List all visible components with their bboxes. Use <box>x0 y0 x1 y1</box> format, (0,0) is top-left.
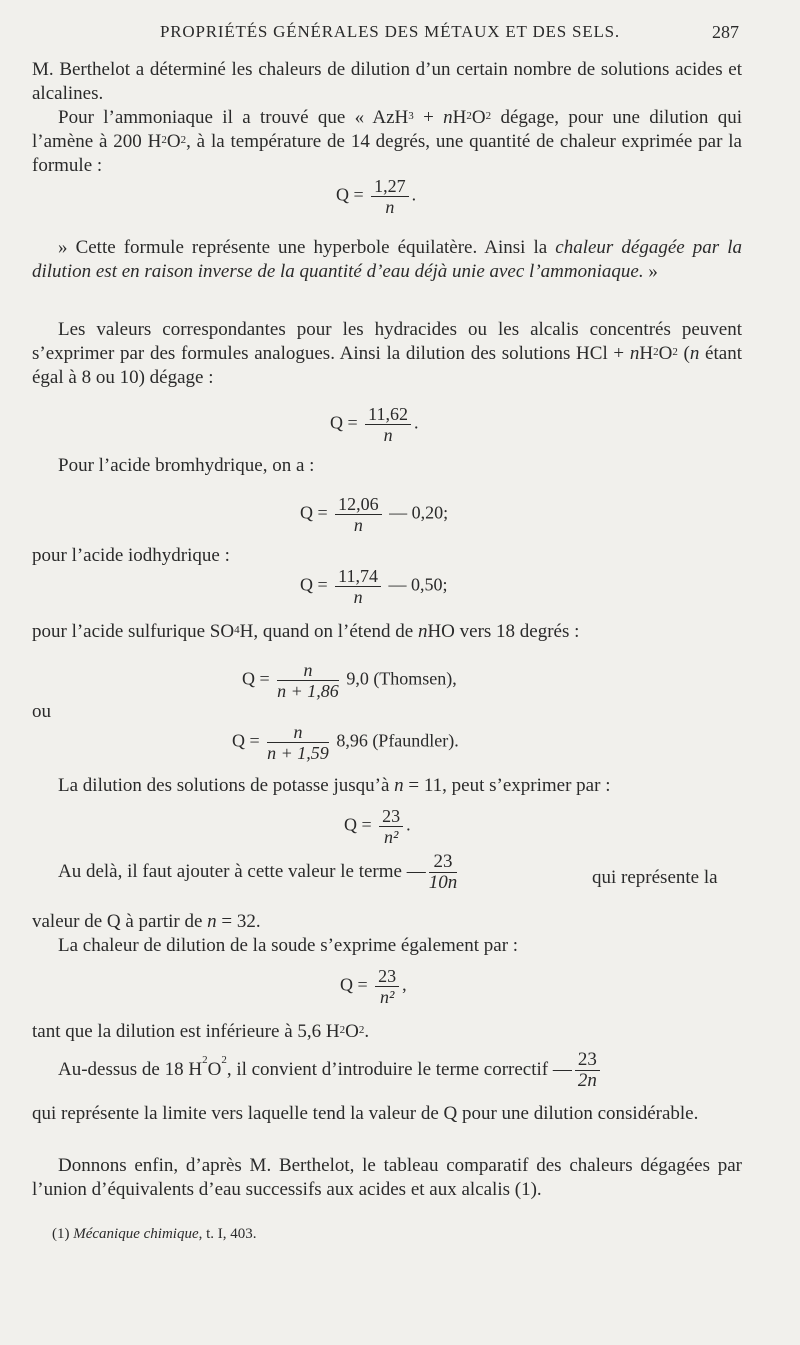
paragraph-hydracids <box>32 318 742 390</box>
formula-lhs: Q = <box>300 502 333 523</box>
paragraph-table-intro <box>32 1154 742 1202</box>
formula-lhs: Q = <box>340 974 373 995</box>
fraction <box>375 966 399 1007</box>
text: Au-dessus de 18 H <box>58 1058 203 1080</box>
text: pour l’acide iodhydrique : <box>32 545 230 566</box>
formula-tail: — 0,50; <box>384 574 448 595</box>
formula-9 <box>340 966 407 1007</box>
paragraph-soda <box>32 934 742 958</box>
text: Donnons enfin, d’après M. Berthelot, le tableau comparatif des chaleurs dégagées par l’union d’équivalents d’eau successifs aux acides et aux alcalis (1). <box>32 1155 742 1200</box>
formula-3 <box>300 494 448 535</box>
denominator: n + 1,86 <box>277 681 339 701</box>
numerator: 1,27 <box>371 176 409 197</box>
fraction <box>575 1050 600 1091</box>
paragraph-hyperbola <box>32 236 742 284</box>
formula-7 <box>344 806 411 847</box>
formula-tail: , <box>402 974 407 995</box>
text: + <box>413 107 444 128</box>
text: Au delà, il faut ajouter à cette valeur le terme — <box>58 860 426 882</box>
paragraph-corrective-cont <box>32 1102 742 1126</box>
paragraph-corrective-line <box>58 1050 603 1091</box>
text: ( <box>677 343 690 364</box>
formula-2 <box>330 404 419 445</box>
text: qui représente la limite vers laquelle tend la valeur de Q pour une dilution considérable. <box>32 1103 699 1124</box>
paragraph-intro <box>32 58 742 106</box>
paragraph-soda-limit <box>32 1020 742 1044</box>
var: n <box>207 911 217 932</box>
sup: 2 <box>466 110 472 122</box>
text: HO vers 18 degrés : <box>427 621 580 642</box>
sup: 2 <box>672 346 678 358</box>
text: » Cette formule représente une hyperbole équilatère. Ainsi la <box>58 237 556 258</box>
var: n <box>443 107 453 128</box>
footnote <box>52 1226 257 1243</box>
paragraph-hbr <box>32 454 742 478</box>
numerator: 11,74 <box>335 566 381 587</box>
text: La chaleur de dilution de la soude s’exprime également par : <box>58 935 519 956</box>
numerator: 23 <box>379 806 403 827</box>
formula-5 <box>242 660 457 701</box>
word-ou <box>32 700 742 724</box>
fraction <box>379 806 403 847</box>
numerator: 23 <box>575 1050 600 1071</box>
text: pour l’acide sulfurique SO <box>32 621 235 642</box>
text: Pour l’ammoniaque il a trouvé que « AzH <box>58 107 409 128</box>
formula-lhs: Q = <box>330 412 363 433</box>
italic-text: chaleur dégagée par la dilution est en raison inverse de la quantité d’eau déjà unie avec l’ammoniaque. <box>32 237 742 282</box>
var: n <box>689 343 700 364</box>
fraction <box>335 494 382 535</box>
sup: 2 <box>180 134 187 146</box>
paragraph-potash <box>32 774 742 798</box>
numerator: 12,06 <box>335 494 382 515</box>
denominator: 2n <box>577 1070 597 1091</box>
text: dégage, pour une dilution qui l’amène à 200 H <box>32 107 742 152</box>
formula-tail: . <box>411 184 417 205</box>
text: qui représente la <box>592 867 718 888</box>
formula-tail: 9,0 (Thomsen), <box>341 668 457 689</box>
text: H <box>639 343 654 364</box>
sup: 2 <box>653 346 659 358</box>
paragraph-hi <box>32 544 742 568</box>
footnote-mark: (1) <box>52 1226 74 1242</box>
text: M. Berthelot a déterminé les chaleurs de dilution d’un certain nombre de solutions acides et alcalines. <box>32 59 742 104</box>
sup: 4 <box>234 624 240 636</box>
paragraph-sulfuric <box>32 620 742 644</box>
formula-lhs: Q = <box>300 574 333 595</box>
running-title: PROPRIÉTÉS GÉNÉRALES DES MÉTAUX ET DES SELS. <box>160 22 620 41</box>
text: , à la température de 14 degrés, une quantité de chaleur exprimée par la formule : <box>32 131 742 176</box>
text: O <box>166 131 181 152</box>
text: Pour l’acide bromhydrique, on a : <box>58 455 315 476</box>
formula-lhs: Q = <box>336 184 369 205</box>
fraction <box>365 404 411 445</box>
fraction <box>277 660 339 701</box>
text: = 11, peut s’exprimer par : <box>403 775 611 796</box>
denominator: n <box>353 587 363 607</box>
denominator: n² <box>379 987 395 1007</box>
paragraph-beyond-line <box>58 852 460 893</box>
footnote-ref: , t. I, 403. <box>198 1226 257 1242</box>
paragraph-ammonia <box>32 106 742 178</box>
formula-1 <box>336 176 416 217</box>
formula-lhs: Q = <box>232 730 265 751</box>
text: O <box>658 343 673 364</box>
denominator: n <box>385 197 395 217</box>
text: valeur de Q à partir de <box>32 911 208 932</box>
text: O <box>471 107 486 128</box>
numerator: n <box>267 722 329 743</box>
text: tant que la dilution est inférieure à 5,6 H <box>32 1021 340 1042</box>
sup: 2 <box>221 1054 227 1066</box>
footnote-title: Mécanique chimique <box>73 1226 199 1242</box>
denominator: n <box>383 425 393 445</box>
formula-tail: . <box>414 412 419 433</box>
sup: 2 <box>339 1024 346 1036</box>
text: La dilution des solutions de potasse jusqu’à <box>58 775 395 796</box>
formula-lhs: Q = <box>344 814 377 835</box>
formula-tail: . <box>406 814 411 835</box>
var: n <box>629 343 640 364</box>
fraction <box>429 852 458 893</box>
fraction <box>335 566 381 607</box>
formula-4 <box>300 566 448 607</box>
numerator: 23 <box>375 966 399 987</box>
text: O <box>207 1058 222 1080</box>
fraction <box>371 176 409 217</box>
text: ou <box>32 701 51 722</box>
paragraph-beyond-tail <box>592 868 718 888</box>
sup: 2 <box>202 1054 208 1066</box>
sup: 2 <box>161 134 167 146</box>
sup: 2 <box>485 110 492 122</box>
numerator: 23 <box>429 852 458 873</box>
numerator: n <box>277 660 339 681</box>
formula-6 <box>232 722 459 763</box>
denominator: n <box>353 515 363 535</box>
text: » <box>643 261 658 282</box>
text: étant égal à 8 ou 10) dégage : <box>32 343 742 388</box>
var: n <box>394 775 404 796</box>
numerator: 11,62 <box>365 404 411 425</box>
denominator: n² <box>383 827 399 847</box>
running-header <box>0 22 800 48</box>
var: n <box>417 621 428 642</box>
denominator: 10n <box>428 872 458 893</box>
text: H, quand on l’étend de <box>239 621 418 642</box>
sup: 2 <box>358 1024 365 1036</box>
denominator: n + 1,59 <box>267 743 329 763</box>
sup: 3 <box>408 110 414 122</box>
text: , il convient d’introduire le terme correctif — <box>226 1058 572 1080</box>
fraction <box>267 722 329 763</box>
formula-tail: — 0,20; <box>384 502 449 523</box>
text: . <box>364 1021 370 1042</box>
text: Les valeurs correspondantes pour les hydracides ou les alcalis concentrés peuvent s’exprimer par des formules analogues. Ainsi la dilution des solutions HCl + <box>32 319 742 364</box>
text: O <box>345 1021 359 1042</box>
page-number: 287 <box>712 22 739 42</box>
paragraph-beyond-cont <box>32 910 742 934</box>
text: = 32. <box>216 911 261 932</box>
formula-lhs: Q = <box>242 668 275 689</box>
formula-tail: 8,96 (Pfaundler). <box>331 730 459 751</box>
text: H <box>452 107 467 128</box>
